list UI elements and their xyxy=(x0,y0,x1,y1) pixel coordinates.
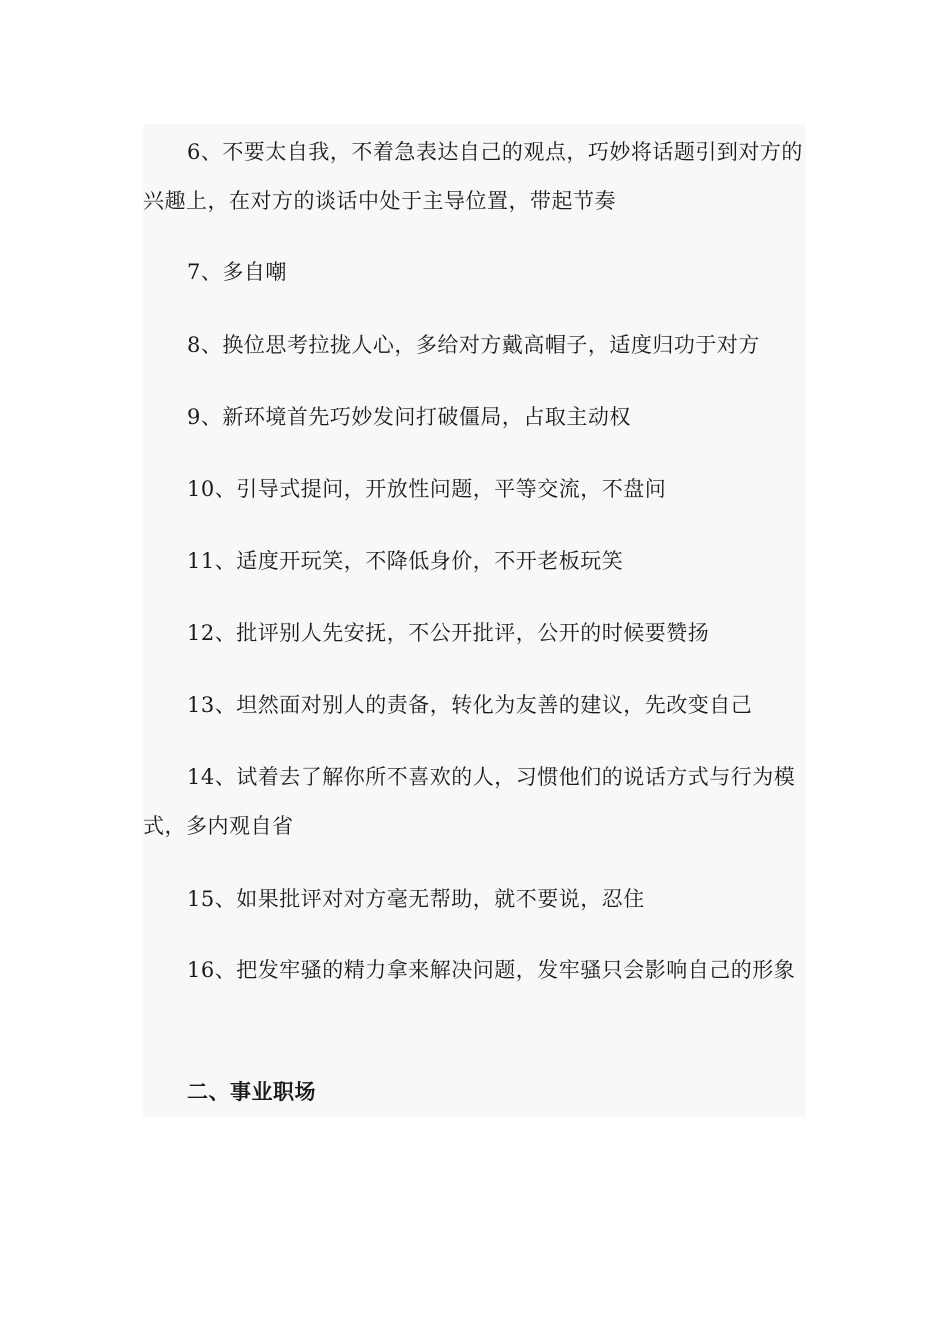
list-item-10: 10、引导式提问，开放性问题，平等交流，不盘问 xyxy=(187,477,667,501)
list-item-11: 11、适度开玩笑，不降低身价，不开老板玩笑 xyxy=(187,549,624,573)
list-item-6: 6、不要太自我，不着急表达自己的观点，巧妙将话题引到对方的兴趣上，在对方的谈话中处于主导位置，带起节奏 xyxy=(143,140,803,213)
list-item-15: 15、如果批评对对方毫无帮助，就不要说，忍住 xyxy=(187,887,645,911)
list-item-13: 13、坦然面对别人的责备，转化为友善的建议，先改变自己 xyxy=(187,693,753,717)
document-content xyxy=(143,124,806,1117)
list-item-16: 16、把发牢骚的精力拿来解决问题，发牢骚只会影响自己的形象 xyxy=(187,958,796,982)
list-item-8: 8、换位思考拉拢人心，多给对方戴高帽子，适度归功于对方 xyxy=(187,333,760,357)
list-item-14: 14、试着去了解你所不喜欢的人，习惯他们的说话方式与行为模式，多内观自省 xyxy=(143,765,796,838)
list-item-9: 9、新环境首先巧妙发问打破僵局，占取主动权 xyxy=(187,405,631,429)
list-item-7: 7、多自嘲 xyxy=(187,260,287,284)
list-item-12: 12、批评别人先安抚，不公开批评，公开的时候要赞扬 xyxy=(187,621,710,645)
section-heading: 二、事业职场 xyxy=(187,1080,316,1104)
